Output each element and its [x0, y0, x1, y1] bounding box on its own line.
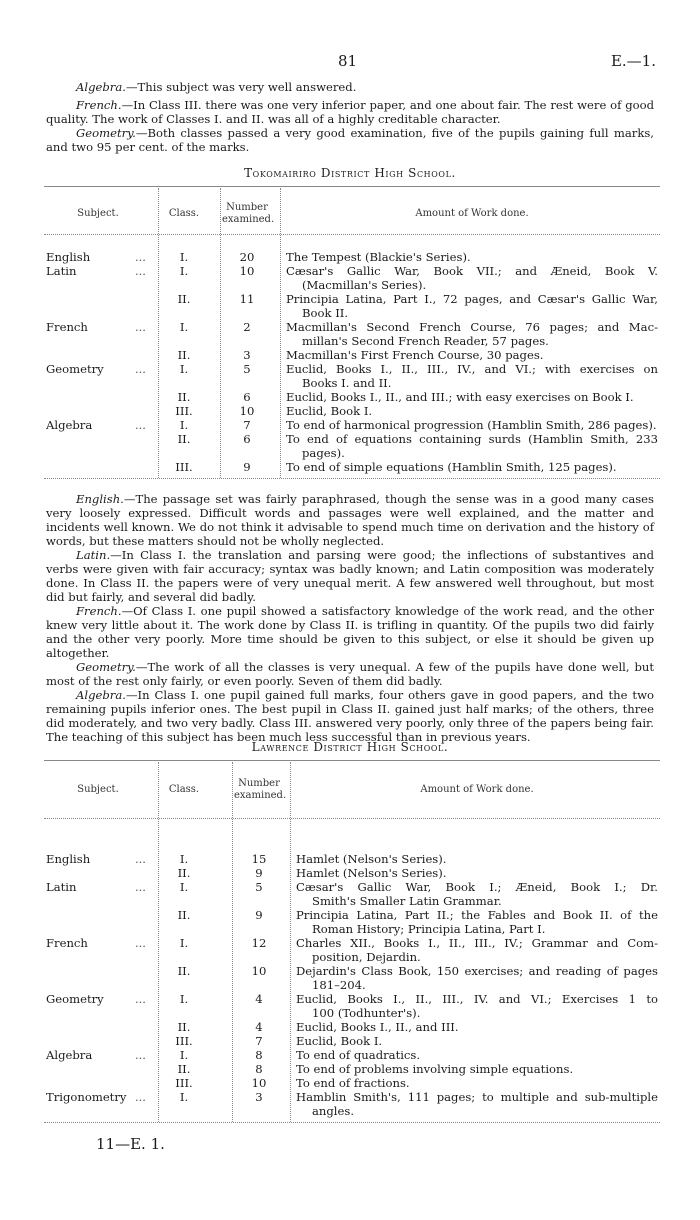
subject-text: Trigonometry: [46, 1090, 127, 1104]
paragraph-lead: French.: [76, 98, 122, 112]
column-divider: [232, 762, 233, 1122]
row-class: III.: [175, 1034, 193, 1048]
paragraph-text: —In Class III. there was one very inferior paper, and one about fair. The rest were of good quality. The work of Classes I. and II. was all of a highly creditable character.: [46, 98, 654, 126]
header-number: [234, 778, 287, 802]
row-work-line: To end of quadratics.: [296, 1048, 421, 1062]
table-row: [44, 936, 660, 964]
table-row: [44, 404, 660, 418]
paragraph-lead: English.: [76, 492, 124, 506]
row-number: 3: [255, 1090, 263, 1104]
row-class: I.: [179, 1048, 189, 1062]
paragraph-text: —Both classes passed a very good examination, five of the pupils gaining full marks, and two 95 per cent. of the marks.: [46, 126, 654, 154]
table-row: [44, 866, 660, 880]
row-number: 7: [255, 1034, 263, 1048]
intro-paragraph: [46, 126, 654, 154]
row-class: I.: [179, 362, 189, 376]
row-work-line: Euclid, Book I.: [296, 1034, 383, 1048]
column-divider: [158, 762, 159, 1122]
row-subject: [46, 418, 150, 432]
subject-text: Algebra: [46, 1048, 93, 1062]
table-header-rule: [44, 818, 660, 819]
row-work-line: To end of fractions.: [296, 1076, 410, 1090]
subject-dots: ...: [134, 852, 146, 866]
row-work-line: Charles XII., Books I., II., III., IV.; Grammar and Com-: [296, 936, 658, 950]
row-work-line: To end of problems involving simple equations.: [296, 1062, 574, 1076]
row-number: 15: [251, 852, 267, 866]
table-row: [44, 908, 660, 936]
row-class: I.: [179, 936, 189, 950]
row-number: 7: [243, 418, 251, 432]
row-number: 10: [251, 1076, 267, 1090]
row-number: 20: [239, 250, 255, 264]
row-number: 4: [255, 992, 263, 1006]
row-work-line: Euclid, Books I., II., and III.; with easy exercises on Book I.: [286, 390, 634, 404]
table-row: [44, 362, 660, 390]
header-number-line2: examined.: [222, 214, 275, 225]
row-class: I.: [179, 250, 189, 264]
intro-paragraph: [46, 80, 654, 94]
row-subject: [46, 250, 150, 264]
row-work-line: Euclid, Books I., II., III., IV. and VI.; Exercises 1 to: [296, 992, 658, 1006]
row-work-line: Euclid, Books I., II., III., IV., and VI.; with exercises on: [286, 362, 658, 376]
row-number: 9: [243, 460, 251, 474]
row-number: 4: [255, 1020, 263, 1034]
row-work-line: Dejardin's Class Book, 150 exercises; and reading of pages: [296, 964, 658, 978]
row-work-line: Hamblin Smith's, 111 pages; to multiple and sub-multiple: [296, 1090, 658, 1104]
row-work-line: Macmillan's Second French Course, 76 pages; and Mac-: [286, 320, 658, 334]
subject-text: French: [46, 936, 88, 950]
table-row: [44, 264, 660, 292]
header-subject: Subject.: [77, 208, 119, 219]
row-class: I.: [179, 852, 189, 866]
row-work-line: Cæsar's Gallic War, Book VII.; and Æneid, Book V.: [286, 264, 658, 278]
row-work-line: The Tempest (Blackie's Series).: [286, 250, 471, 264]
row-class: II.: [177, 964, 191, 978]
comment-paragraph: [46, 548, 654, 604]
row-class: II.: [177, 432, 191, 446]
table-row: [44, 1090, 660, 1118]
row-work-line: To end of simple equations (Hamblin Smith, 125 pages).: [286, 460, 617, 474]
paragraph-lead: Latin.: [76, 548, 111, 562]
subject-dots: ...: [134, 1048, 146, 1062]
row-number: 10: [251, 964, 267, 978]
header-class: Class.: [168, 208, 200, 219]
row-class: II.: [177, 908, 191, 922]
lawrence-title: Lawrence District High School.: [251, 740, 449, 754]
row-class: II.: [177, 866, 191, 880]
row-class: I.: [179, 320, 189, 334]
table-row: [44, 992, 660, 1020]
row-class: I.: [179, 992, 189, 1006]
row-number: 2: [243, 320, 251, 334]
header-number: [222, 202, 275, 226]
row-work-line: Smith's Smaller Latin Grammar.: [312, 894, 502, 908]
row-work-line: Principia Latina, Part I., 72 pages, and Cæsar's Gallic War,: [286, 292, 658, 306]
header-work: Amount of Work done.: [415, 208, 529, 219]
row-work-line: 100 (Todhunter's).: [312, 1006, 421, 1020]
column-divider: [280, 188, 281, 478]
row-class: I.: [179, 418, 189, 432]
paragraph-text: —This subject was very well answered.: [125, 80, 357, 94]
row-number: 9: [255, 908, 263, 922]
table-row: [44, 418, 660, 432]
table-row: [44, 1034, 660, 1048]
subject-text: Geometry: [46, 362, 104, 376]
table-row: [44, 250, 660, 264]
paragraph-text: —In Class I. the translation and parsing were good; the inflections of substantives and verbs were given with fair accuracy; syntax was badly known; and Latin composition was moderately done. In Class II. the papers were of very unequal merit. A few answered well throughout, but most did but fairly, and several did badly.: [46, 548, 654, 604]
row-work-line: To end of harmonical progression (Hamblin Smith, 286 pages).: [286, 418, 657, 432]
subject-text: English: [46, 250, 91, 264]
comment-paragraph: [46, 688, 654, 744]
row-number: 3: [243, 348, 251, 362]
row-work-line: position, Dejardin.: [312, 950, 421, 964]
paragraph-text: —Of Class I. one pupil showed a satisfactory knowledge of the work read, and the other knew very little about it. The work done by Class II. is trifling in quantity. Of the pupils two did fairly and the other very poorly. More time should be given to this subject, or else it should be given up altogether.: [46, 604, 654, 660]
paragraph-lead: French.: [76, 604, 122, 618]
row-number: 8: [255, 1062, 263, 1076]
intro-paragraph: [46, 98, 654, 126]
row-class: I.: [179, 880, 189, 894]
paragraph-lead: Algebra.: [76, 688, 126, 702]
row-subject: [46, 936, 150, 950]
subject-text: Algebra: [46, 418, 93, 432]
row-number: 6: [243, 390, 251, 404]
row-subject: [46, 1090, 150, 1104]
subject-dots: ...: [134, 264, 146, 278]
table-bottom-rule: [44, 478, 660, 479]
header-number-line1: Number: [226, 202, 268, 213]
row-work-line: (Macmillan's Series).: [302, 278, 427, 292]
row-number: 6: [243, 432, 251, 446]
row-work-line: Euclid, Book I.: [286, 404, 373, 418]
row-number: 5: [255, 880, 263, 894]
row-work-line: Hamlet (Nelson's Series).: [296, 852, 447, 866]
page-number: 81: [338, 52, 358, 70]
table-row: [44, 964, 660, 992]
subject-dots: ...: [134, 992, 146, 1006]
footer-signature: 11—E. 1.: [96, 1135, 165, 1153]
subject-dots: ...: [134, 418, 146, 432]
row-work-line: Macmillan's First French Course, 30 pages.: [286, 348, 544, 362]
row-subject: [46, 992, 150, 1006]
page-header: [0, 52, 700, 70]
row-class: III.: [175, 1076, 193, 1090]
row-class: II.: [177, 348, 191, 362]
table-row: [44, 852, 660, 866]
row-subject: [46, 1048, 150, 1062]
row-class: II.: [177, 390, 191, 404]
row-number: 8: [255, 1048, 263, 1062]
row-class: I.: [179, 1090, 189, 1104]
subject-text: English: [46, 852, 91, 866]
row-work-line: Hamlet (Nelson's Series).: [296, 866, 447, 880]
row-work-line: 181–204.: [312, 978, 366, 992]
subject-dots: ...: [134, 880, 146, 894]
subject-dots: ...: [134, 320, 146, 334]
row-work-line: pages).: [302, 446, 345, 460]
table-row: [44, 880, 660, 908]
header-class: Class.: [168, 784, 200, 795]
comment-paragraph: [46, 604, 654, 660]
row-number: 5: [243, 362, 251, 376]
table-bottom-rule: [44, 1122, 660, 1123]
column-divider: [158, 188, 159, 478]
row-work-line: Principia Latina, Part II.; the Fables and Book II. of the: [296, 908, 658, 922]
paragraph-lead: Geometry.: [76, 126, 136, 140]
column-divider: [220, 188, 221, 478]
table-row: [44, 348, 660, 362]
subject-dots: ...: [134, 1090, 146, 1104]
column-divider: [290, 762, 291, 1122]
row-number: 10: [239, 404, 255, 418]
header-subject: Subject.: [77, 784, 119, 795]
comment-paragraph: [46, 492, 654, 548]
row-number: 9: [255, 866, 263, 880]
table-row: [44, 1062, 660, 1076]
row-class: I.: [179, 264, 189, 278]
row-work-line: millan's Second French Reader, 57 pages.: [302, 334, 549, 348]
row-work-line: Books I. and II.: [302, 376, 392, 390]
row-subject: [46, 264, 150, 278]
row-class: III.: [175, 460, 193, 474]
subject-text: Latin: [46, 264, 77, 278]
row-work-line: angles.: [312, 1104, 355, 1118]
row-subject: [46, 852, 150, 866]
table-row: [44, 460, 660, 474]
paragraph-lead: Geometry.: [76, 660, 136, 674]
table-top-rule: [44, 760, 660, 761]
header-number-line1: Number: [238, 778, 280, 789]
paragraph-text: —The work of all the classes is very unequal. A few of the pupils have done well, but most of the rest only fairly, or even poorly. Seven of them did badly.: [46, 660, 654, 688]
header-work: Amount of Work done.: [420, 784, 534, 795]
table-row: [44, 1076, 660, 1090]
row-class: II.: [177, 1020, 191, 1034]
row-work-line: Roman History; Principia Latina, Part I.: [312, 922, 546, 936]
subject-dots: ...: [134, 362, 146, 376]
subject-text: Geometry: [46, 992, 104, 1006]
subject-text: Latin: [46, 880, 77, 894]
row-subject: [46, 880, 150, 894]
comment-paragraph: [46, 660, 654, 688]
tokomairiro-title: Tokomairiro District High School.: [244, 166, 456, 180]
row-number: 12: [251, 936, 267, 950]
paragraph-text: —The passage set was fairly paraphrased, though the sense was in a good many cases very loosely expressed. Difficult words and passages were well explained, and the matter and incidents well known. We do not think it advisable to spend much time on derivation and the history of words, but these matters should not be wholly neglected.: [46, 492, 654, 548]
row-work-line: To end of equations containing surds (Hamblin Smith, 233: [286, 432, 658, 446]
table-row: [44, 432, 660, 460]
paragraph-lead: Algebra.: [76, 80, 126, 94]
table-row: [44, 1020, 660, 1034]
header-number-line2: examined.: [234, 790, 287, 801]
table-row: [44, 320, 660, 348]
table-top-rule: [44, 186, 660, 187]
row-work-line: Euclid, Books I., II., and III.: [296, 1020, 459, 1034]
table-row: [44, 292, 660, 320]
row-subject: [46, 320, 150, 334]
subject-dots: ...: [134, 936, 146, 950]
row-work-line: Cæsar's Gallic War, Book I.; Æneid, Book I.; Dr.: [296, 880, 658, 894]
table-row: [44, 1048, 660, 1062]
subject-dots: ...: [134, 250, 146, 264]
document-reference: E.—1.: [610, 52, 656, 70]
table-row: [44, 390, 660, 404]
row-class: II.: [177, 292, 191, 306]
row-work-line: Book II.: [302, 306, 349, 320]
row-class: III.: [175, 404, 193, 418]
table-header-rule: [44, 234, 660, 235]
row-class: II.: [177, 1062, 191, 1076]
row-number: 10: [239, 264, 255, 278]
subject-text: French: [46, 320, 88, 334]
row-number: 11: [239, 292, 255, 306]
row-subject: [46, 362, 150, 376]
paragraph-text: —In Class I. one pupil gained full marks, four others gave in good papers, and the two remaining pupils inferior ones. The best pupil in Class II. gained just half marks; of the others, three did moderately, and two very badly. Class III. answered very poorly, only three of the papers being fair. The teaching of this subject has been much less successful than in previous years.: [46, 688, 654, 744]
